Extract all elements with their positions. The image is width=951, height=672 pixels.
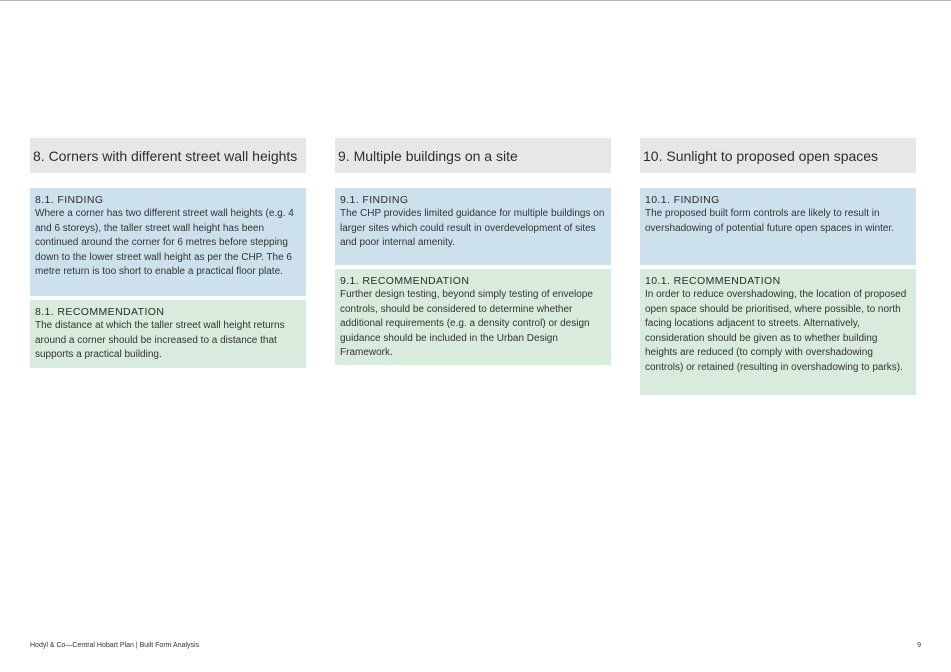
recommendation-text: Further design testing, beyond simply testing of envelope controls, should be considered to determine whether additional requirements (e.g. a density control) or design guidance should be included in the Urban Design Framework.	[340, 289, 593, 358]
finding-text: Where a corner has two different street wall heights (e.g. 4 and 6 storeys), the taller street wall height has been continued around the corner for 6 metres before stepping down to the lower street wall height as per the CHP. The 6 metre return is too short to enable a practical floor plate.	[35, 208, 294, 277]
recommendation-heading: 10.1. RECOMMENDATION	[645, 275, 781, 287]
section-sunlight-open-spaces	[640, 138, 916, 395]
recommendation-text: In order to reduce overshadowing, the location of proposed open space should be prioritised, where possible, to north facing locations adjacent to streets. Alternatively, consideration should be given as to whether building heights are reduced (to comply with overshadowing controls) or retained (resulting in overshadowing to parks).	[645, 289, 907, 373]
recommendation-heading: 8.1. RECOMMENDATION	[35, 306, 165, 318]
recommendation-box	[30, 300, 306, 368]
finding-text: The proposed built form controls are likely to result in overshadowing of potential future open spaces in winter.	[645, 208, 895, 234]
section-title: 10. Sunlight to proposed open spaces	[640, 138, 916, 173]
recommendation-heading: 9.1. RECOMMENDATION	[340, 275, 470, 287]
finding-box	[30, 188, 306, 296]
section-title: 8. Corners with different street wall heights	[30, 138, 306, 173]
recommendation-text: The distance at which the taller street wall height returns around a corner should be increased to a distance that supports a practical building.	[35, 320, 285, 360]
finding-heading: 8.1. FINDING	[35, 194, 104, 206]
recommendation-box	[335, 269, 611, 365]
section-title: 9. Multiple buildings on a site	[335, 138, 611, 173]
top-rule	[0, 0, 951, 1]
section-multiple-buildings	[335, 138, 611, 365]
finding-heading: 10.1. FINDING	[645, 194, 720, 206]
finding-text: The CHP provides limited guidance for multiple buildings on larger sites which could result in overdevelopment of sites and poor internal amenity.	[340, 208, 605, 248]
page-number: 9	[917, 642, 921, 649]
finding-box	[640, 188, 916, 265]
recommendation-box	[640, 269, 916, 395]
finding-heading: 9.1. FINDING	[340, 194, 409, 206]
section-corners	[30, 138, 306, 368]
finding-box	[335, 188, 611, 265]
footer-text: Hodyl & Co—Central Hobart Plan | Built Form Analysis	[30, 642, 200, 649]
